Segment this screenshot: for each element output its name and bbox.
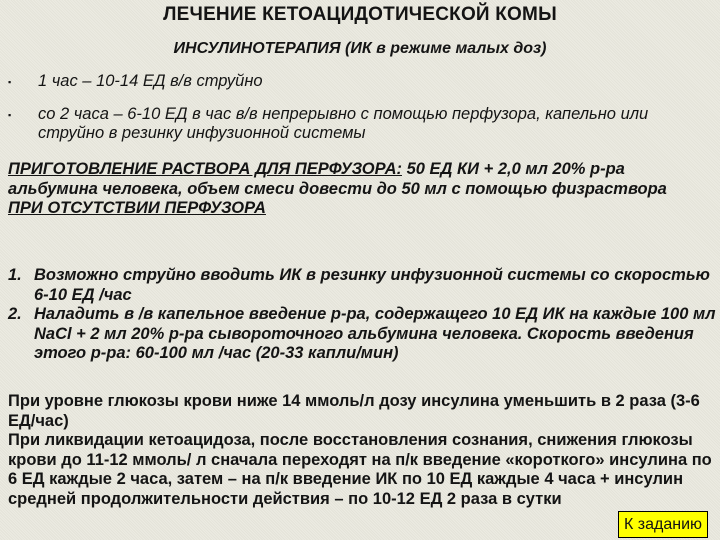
to-task-button[interactable]: К заданию [618,511,708,538]
list-text: Наладить в /в капельное введение р-ра, содержащего 10 ЕД ИК на каждые 100 мл NaCl + 2 мл 20% р-ра сывороточного альбумина человека. Скорость введения этого р-ра: 60-100 мл /час (20-33 капли/мин) [34,305,716,362]
list-item [8,305,718,364]
bullet-item [8,105,714,143]
numbered-list [8,266,718,364]
slide-subtitle: ИНСУЛИНОТЕРАПИЯ (ИК в режиме малых доз) [173,40,547,57]
preparation-heading: ПРИГОТОВЛЕНИЕ РАСТВОРА ДЛЯ ПЕРФУЗОРА: [8,160,402,178]
bullet-marker: ▪ [8,77,12,87]
bullet-text: 1 час – 10-14 ЕД в/в струйно [38,72,263,90]
preparation-paragraph [8,160,718,219]
list-text: Возможно струйно вводить ИК в резинку инфузионной системы со скоростью 6-10 ЕД /час [34,266,710,304]
no-perfusor-heading: ПРИ ОТСУТСТВИИ ПЕРФУЗОРА [8,199,266,217]
slide-title: ЛЕЧЕНИЕ КЕТОАЦИДОТИЧЕСКОЙ КОМЫ [163,4,557,25]
note-paragraph: При уровне глюкозы крови ниже 14 ммоль/л дозу инсулина уменьшить в 2 раза (3-6 ЕД/час) [8,392,700,430]
preparation-text: 50 ЕД КИ + 2,0 мл 20% р-ра альбумина человека, объем смеси довести до 50 мл с помощью физраствора [8,160,667,198]
dosage-notes [8,392,718,509]
list-number: 2. [8,305,22,323]
list-number: 1. [8,266,22,284]
bullet-marker: ▪ [8,110,12,120]
bullet-item [8,72,714,91]
note-paragraph: При ликвидации кетоацидоза, после восстановления сознания, снижения глюкозы крови до 11-12 ммоль/ л сначала переходят на п/к введение «короткого» инсулина по 6 ЕД каждые 2 часа, затем – на п/к введение ИК по 10 ЕД каждые 4 часа + инсулин средней продолжительности действия – по 10-12 ЕД 2 раза в сутки [8,431,712,508]
list-item [8,266,718,305]
bullet-text: со 2 часа – 6-10 ЕД в час в/в непрерывно с помощью перфузора, капельно или струйно в резинку инфузионной системы [38,105,649,142]
